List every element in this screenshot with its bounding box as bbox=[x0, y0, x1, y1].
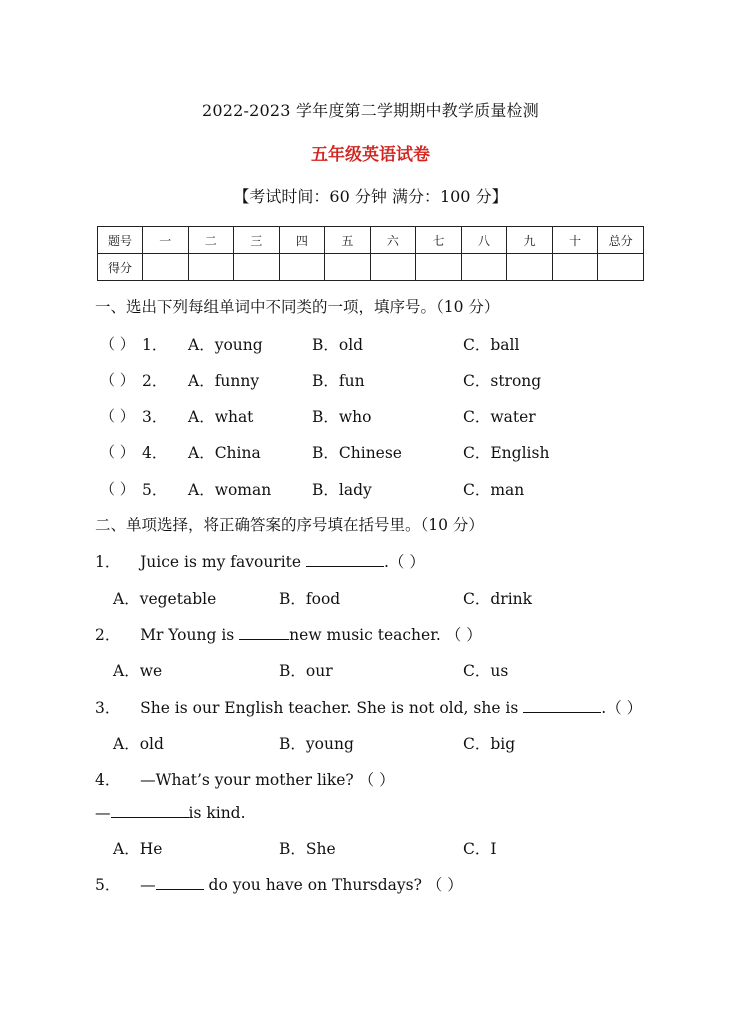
option-a: A．young bbox=[188, 336, 263, 354]
option-a: A．we bbox=[113, 662, 163, 680]
score-table-score-row bbox=[98, 254, 644, 281]
question-number: 1． bbox=[95, 553, 121, 571]
answer-blank bbox=[523, 698, 601, 713]
section2-heading: 二、单项选择，将正确答案的序号填在括号里。（10 分） bbox=[95, 516, 484, 534]
option-a: A．He bbox=[113, 840, 163, 858]
list-item bbox=[0, 369, 741, 391]
item-number: 5． bbox=[142, 481, 168, 499]
option-a: A．China bbox=[188, 444, 261, 462]
item-number: 2． bbox=[142, 372, 168, 390]
option-b: B．Chinese bbox=[312, 444, 402, 462]
list-item bbox=[0, 405, 741, 427]
score-cell-header: 八 bbox=[461, 227, 507, 254]
option-c: C．big bbox=[463, 735, 516, 753]
answer-blank bbox=[111, 803, 189, 818]
score-table bbox=[97, 226, 644, 281]
options-row bbox=[0, 659, 741, 681]
score-cell-header: 总分 bbox=[598, 227, 644, 254]
score-cell-label: 题号 bbox=[98, 227, 143, 254]
question-text-end: is kind. bbox=[188, 804, 246, 822]
answer-paren: （ ） bbox=[100, 371, 135, 389]
option-c: C．water bbox=[463, 408, 536, 426]
score-cell-header: 五 bbox=[325, 227, 371, 254]
score-cell-empty bbox=[507, 254, 553, 281]
option-c: C．strong bbox=[463, 372, 542, 390]
section1-heading: 一、选出下列每组单词中不同类的一项，填序号。（10 分） bbox=[95, 298, 500, 316]
exam-subtitle: 五年级英语试卷 bbox=[311, 145, 430, 165]
answer-paren: （ ） bbox=[100, 443, 135, 461]
answer-paren: （ ） bbox=[100, 480, 135, 498]
score-cell-header: 十 bbox=[552, 227, 598, 254]
score-cell-header: 九 bbox=[507, 227, 553, 254]
option-b: B．lady bbox=[312, 481, 372, 499]
option-a: A．old bbox=[113, 735, 164, 753]
option-b: B．old bbox=[312, 336, 364, 354]
answer-blank bbox=[156, 875, 204, 890]
option-b: B．fun bbox=[312, 372, 365, 390]
option-b: B．young bbox=[279, 735, 354, 753]
question-4-response bbox=[95, 803, 246, 822]
score-cell-empty bbox=[188, 254, 234, 281]
option-a: A．what bbox=[188, 408, 254, 426]
score-cell-header: 三 bbox=[234, 227, 280, 254]
list-item bbox=[0, 441, 741, 463]
score-cell-empty bbox=[370, 254, 416, 281]
option-c: C．ball bbox=[463, 336, 520, 354]
score-cell-empty bbox=[598, 254, 644, 281]
question-text-end: new music teacher. （ ） bbox=[289, 626, 482, 644]
question-text: Mr Young is bbox=[140, 626, 240, 644]
item-number: 1． bbox=[142, 336, 168, 354]
score-cell-empty bbox=[143, 254, 189, 281]
option-c: C．English bbox=[463, 444, 550, 462]
item-number: 4． bbox=[142, 444, 168, 462]
score-cell-label: 得分 bbox=[98, 254, 143, 281]
option-b: B．our bbox=[279, 662, 333, 680]
answer-blank bbox=[239, 625, 289, 640]
dash: — bbox=[95, 804, 111, 822]
option-c: C．I bbox=[463, 840, 497, 858]
question-number: 5． bbox=[95, 876, 121, 894]
option-a: A．woman bbox=[188, 481, 272, 499]
score-cell-header: 二 bbox=[188, 227, 234, 254]
option-c: C．drink bbox=[463, 590, 533, 608]
question-text: Juice is my favourite bbox=[140, 553, 306, 571]
score-cell-empty bbox=[234, 254, 280, 281]
score-cell-empty bbox=[279, 254, 325, 281]
answer-paren: （ ） bbox=[100, 335, 135, 353]
score-cell-empty bbox=[461, 254, 507, 281]
score-cell-header: 七 bbox=[416, 227, 462, 254]
options-row bbox=[0, 837, 741, 859]
question-number: 4． bbox=[95, 771, 121, 789]
list-item bbox=[0, 478, 741, 500]
option-b: B．who bbox=[312, 408, 372, 426]
question-text: She is our English teacher. She is not old, she is bbox=[140, 699, 524, 717]
question-2 bbox=[95, 623, 482, 645]
question-number: 2． bbox=[95, 626, 121, 644]
item-number: 3． bbox=[142, 408, 168, 426]
options-row bbox=[0, 732, 741, 754]
option-b: B．She bbox=[279, 840, 336, 858]
question-text: —What’s your mother like? （ ） bbox=[140, 771, 395, 789]
option-c: C．us bbox=[463, 662, 509, 680]
score-cell-header: 四 bbox=[279, 227, 325, 254]
question-text-end: .（ ） bbox=[384, 553, 425, 571]
score-table-header-row bbox=[98, 227, 644, 254]
option-b: B．food bbox=[279, 590, 341, 608]
answer-paren: （ ） bbox=[100, 407, 135, 425]
question-1 bbox=[95, 550, 425, 572]
list-item bbox=[0, 333, 741, 355]
option-a: A．vegetable bbox=[113, 590, 217, 608]
score-cell-header: 一 bbox=[143, 227, 189, 254]
exam-meta: 【考试时间：60 分钟 满分：100 分】 bbox=[233, 187, 508, 206]
option-a: A．funny bbox=[188, 372, 260, 390]
question-text-end: .（ ） bbox=[601, 699, 643, 717]
question-text-end: do you have on Thursdays? （ ） bbox=[203, 876, 463, 894]
question-3 bbox=[95, 696, 642, 718]
question-number: 3． bbox=[95, 699, 121, 717]
dash: — bbox=[140, 876, 156, 894]
score-cell-empty bbox=[416, 254, 462, 281]
option-c: C．man bbox=[463, 481, 525, 499]
score-cell-empty bbox=[552, 254, 598, 281]
answer-blank bbox=[306, 552, 384, 567]
question-5 bbox=[95, 873, 463, 895]
options-row bbox=[0, 587, 741, 609]
score-cell-header: 六 bbox=[370, 227, 416, 254]
question-4 bbox=[95, 768, 395, 790]
exam-title: 2022-2023 学年度第二学期期中教学质量检测 bbox=[202, 101, 539, 120]
score-cell-empty bbox=[325, 254, 371, 281]
